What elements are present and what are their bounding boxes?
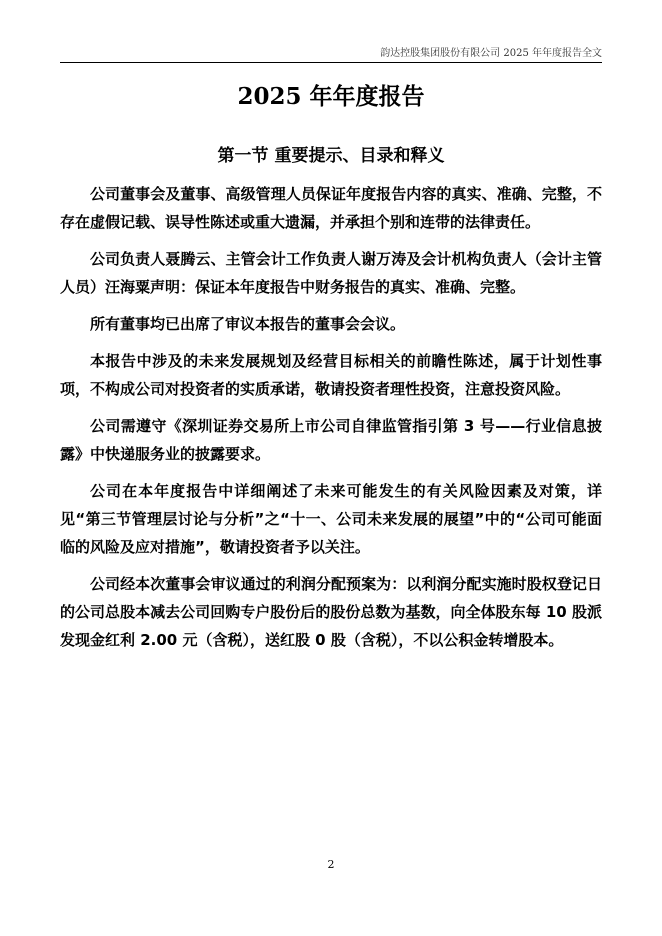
paragraph-directors-attendance: 所有董事均已出席了审议本报告的董事会会议。 — [90, 315, 406, 333]
paragraph-profit-distribution: 公司经本次董事会审议通过的利润分配预案为：以利润分配实施时股权登记日的公司总股本减去公司回购专户股份后的股份总数为基数，向全体股东每 10 股派发现金红利 2.00 元（含税），送红股 0 股（含税），不以公积金转增股本。 — [60, 575, 602, 649]
paragraph-risk-factors: 公司在本年度报告中详细阐述了未来可能发生的有关风险因素及对策，详见“第三节管理层讨论与分析”之“十一、公司未来发展的展望”中的“公司可能面临的风险及应对措施”，敬请投资者予以关注。 — [60, 482, 602, 556]
notice-body — [60, 180, 602, 663]
paragraph-forward-looking: 本报告中涉及的未来发展规划及经营目标相关的前瞻性陈述，属于计划性事项，不构成公司对投资者的实质承诺，敬请投资者理性投资，注意投资风险。 — [60, 352, 602, 398]
page-number: 2 — [327, 858, 335, 871]
paragraph-responsible-persons: 公司负责人聂腾云、主管会计工作负责人谢万涛及会计机构负责人（会计主管人员）汪海粟声明：保证本年度报告中财务报告的真实、准确、完整。 — [60, 250, 602, 296]
section-title: 第一节 重要提示、目录和释义 — [217, 146, 445, 166]
running-header: 韵达控股集团股份有限公司 2025 年年度报告全文 — [380, 48, 602, 59]
header-rule — [60, 62, 602, 63]
paragraph-board-guarantee: 公司董事会及董事、高级管理人员保证年度报告内容的真实、准确、完整，不存在虚假记载、误导性陈述或重大遗漏，并承担个别和连带的法律责任。 — [60, 185, 602, 231]
report-title: 2025 年年度报告 — [237, 83, 425, 110]
paragraph-disclosure-rules: 公司需遵守《深圳证券交易所上市公司自律监管指引第 3 号——行业信息披露》中快递服务业的披露要求。 — [60, 417, 602, 463]
